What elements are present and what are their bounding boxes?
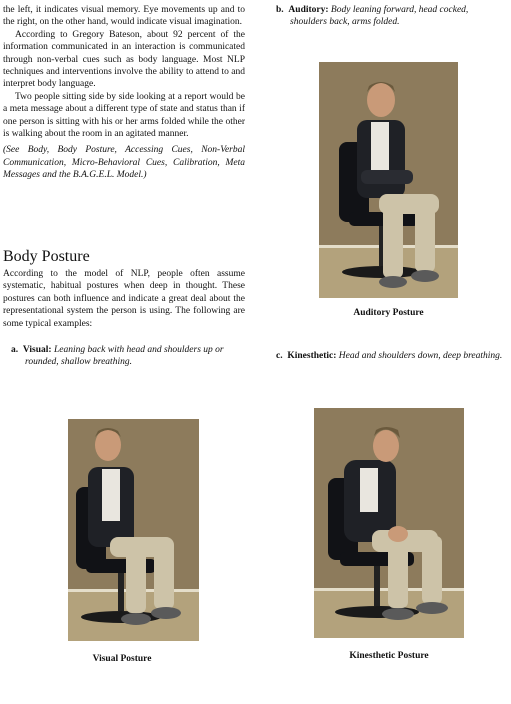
photo-auditory-posture — [319, 62, 458, 298]
photo-kinesthetic-posture — [314, 408, 464, 638]
right-column-auditory — [268, 4, 506, 29]
item-label: Kinesthetic: — [287, 351, 337, 361]
paragraph-eye-movements: the left, it indicates visual memory. Eye movements up and to the right, on the other hand, would indicate visual imagination. — [3, 5, 245, 28]
left-column-text — [3, 4, 245, 182]
item-label: Visual: — [22, 345, 52, 356]
item-marker: b. — [276, 5, 284, 15]
photo-visual-posture — [68, 419, 199, 641]
item-marker: a. — [11, 345, 19, 356]
right-column-kinesthetic — [268, 350, 506, 362]
item-marker: c. — [276, 351, 283, 361]
item-description: Leaning back with head and shoulders up or rounded, shallow breathing. — [25, 345, 224, 368]
posture-item-visual — [3, 344, 245, 369]
caption-auditory-posture: Auditory Posture — [353, 308, 424, 318]
caption-visual-posture: Visual Posture — [92, 654, 152, 664]
paragraph-posture-intro: According to the model of NLP, people often assume systematic, habitual postures when deep in thought. These postures can both influence and indicate a great deal about the representational system the person is using. The following are some typical examples: — [3, 269, 245, 329]
item-label: Auditory: — [288, 5, 329, 15]
item-description: Body leaning forward, head cocked, shoulders back, arms folded. — [290, 5, 469, 28]
body-posture-intro — [3, 268, 245, 369]
item-description: Head and shoulders down, deep breathing. — [338, 351, 503, 361]
see-also-reference: (See Body, Body Posture, Accessing Cues, Non-Verbal Communication, Micro-Behavioral Cues, Calibration, Meta Messages and the B.A.G.E.L. Model.) — [3, 145, 245, 181]
section-heading-body-posture: Body Posture — [3, 248, 90, 265]
paragraph-bateson: According to Gregory Bateson, about 92 percent of the information communicated in an interaction is communicated through non-verbal cues such as body language. Most NLP techniques and interventions involve the ability to attend to and interpret body language. — [3, 29, 245, 90]
paragraph-meta-message: Two people sitting side by side looking at a report would be a meta message about a different type of state and status than if one person is sitting with his or her arms folded while the other is walking about the room in an agitated manner. — [3, 91, 245, 140]
caption-kinesthetic-posture: Kinesthetic Posture — [349, 651, 429, 661]
posture-item-auditory — [268, 4, 506, 29]
posture-item-kinesthetic — [268, 350, 506, 362]
